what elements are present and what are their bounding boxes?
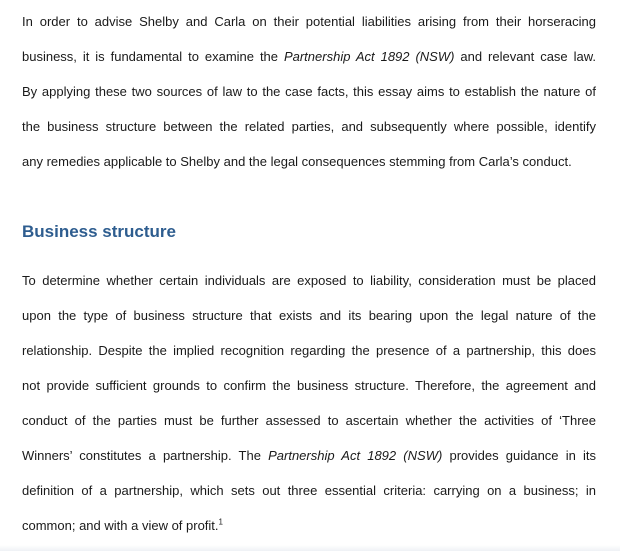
body-line-8 (22, 508, 596, 543)
body-line-3: relationship. Despite the implied recognition regarding the presence of a partnership, this does (22, 343, 596, 358)
intro-line-2-part-2: and relevant case law. (454, 49, 596, 64)
footnote-marker[interactable]: 1 (218, 517, 223, 527)
intro-line-3: By applying these two sources of law to the case facts, this essay aims to establish the nature of (22, 84, 596, 99)
body-line-8-text: common; and with a view of profit. (22, 518, 219, 533)
body-line-6-part-2: provides guidance in its (442, 448, 596, 463)
business-structure-paragraph (22, 263, 596, 543)
body-line-6 (22, 438, 596, 473)
intro-line-1: In order to advise Shelby and Carla on their potential liabilities arising from their horseracing (22, 14, 596, 29)
body-line-7: definition of a partnership, which sets out three essential criteria: carrying on a business; in (22, 483, 596, 498)
page-bottom-edge (0, 545, 620, 551)
body-line-2: upon the type of business structure that exists and its bearing upon the legal nature of the (22, 308, 596, 323)
intro-paragraph (22, 4, 596, 179)
body-line-1: To determine whether certain individuals are exposed to liability, consideration must be placed (22, 273, 596, 288)
statute-citation: Partnership Act 1892 (NSW) (283, 49, 455, 64)
intro-line-2 (22, 39, 596, 74)
intro-line-4: the business structure between the related parties, and subsequently where possible, identify (22, 119, 596, 134)
intro-line-5: any remedies applicable to Shelby and the legal consequences stemming from Carla’s conduct. (22, 154, 572, 169)
intro-line-2-part-1: business, it is fundamental to examine the (22, 49, 284, 64)
statute-citation: Partnership Act 1892 (NSW) (268, 448, 443, 463)
body-line-6-part-1: Winners’ constitutes a partnership. The (22, 448, 269, 463)
section-heading: Business structure (22, 222, 176, 241)
body-line-4: not provide sufficient grounds to confirm the business structure. Therefore, the agreement and (22, 378, 596, 393)
body-line-5: conduct of the parties must be further assessed to ascertain whether the activities of ‘Three (22, 413, 596, 428)
